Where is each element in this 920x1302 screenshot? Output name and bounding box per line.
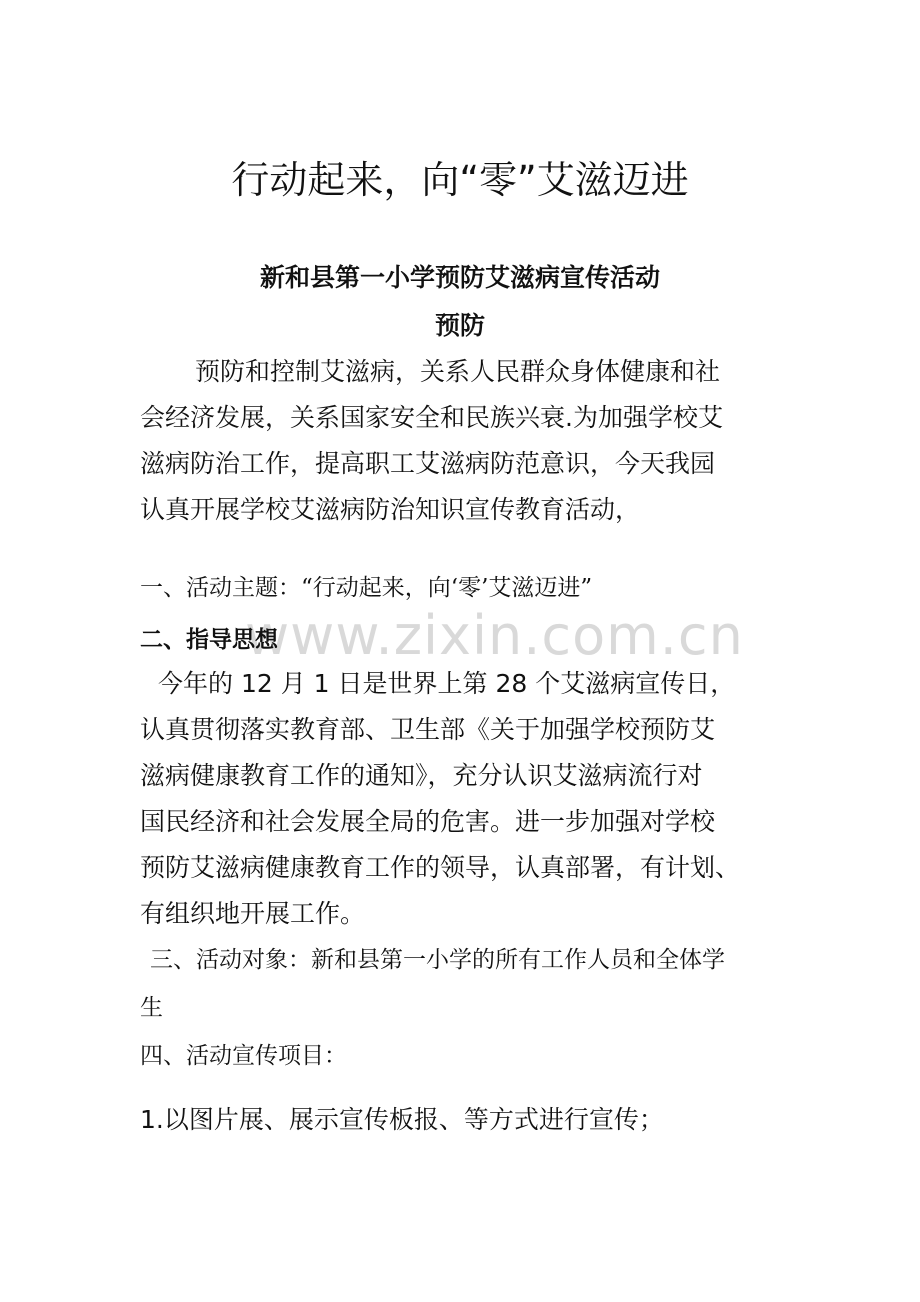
section-2-paragraph-line: 滋病健康教育工作的通知》，充分认识艾滋病流行对 [140, 761, 703, 790]
intro-paragraph-line: 滋病防治工作，提高职工艾滋病防范意识，今天我园 [140, 449, 716, 478]
section-2-paragraph-line: 今年的 12 月 1 日是世界上第 28 个艾滋病宣传日， [158, 669, 736, 698]
section-2-paragraph-line: 有组织地开展工作。 [140, 899, 366, 928]
section-4-item-1: 1.以图片展、展示宣传板报、等方式进行宣传； [140, 1105, 664, 1134]
document-title: 行动起来，向“零”艾滋迈进 [231, 158, 689, 202]
document-subtitle-line-2: 预防 [434, 311, 485, 340]
section-2-paragraph-line: 认真贯彻落实教育部、卫生部《关于加强学校预防艾 [140, 715, 716, 744]
intro-paragraph-line: 认真开展学校艾滋病防治知识宣传教育活动， [140, 495, 641, 524]
section-2-heading: 二、指导思想 [140, 627, 278, 653]
intro-paragraph-line: 会经济发展，关系国家安全和民族兴衰.为加强学校艾 [140, 403, 723, 432]
section-2-paragraph-line: 国民经济和社会发展全局的危害。进一步加强对学校 [140, 807, 716, 836]
section-3-line: 生 [140, 995, 163, 1021]
section-2-paragraph-line: 预防艾滋病健康教育工作的领导，认真部署，有计划、 [140, 853, 741, 882]
section-3-line: 三、活动对象：新和县第一小学的所有工作人员和全体学 [150, 947, 725, 973]
intro-paragraph-line: 预防和控制艾滋病，关系人民群众身体健康和社 [195, 357, 721, 386]
section-4-heading: 四、活动宣传项目： [140, 1043, 347, 1069]
section-1-theme: 一、活动主题：“行动起来，向‘零’艾滋迈进” [140, 575, 593, 601]
document-subtitle: 新和县第一小学预防艾滋病宣传活动 [259, 263, 660, 292]
watermark: www.zixin.com.cn [245, 604, 744, 667]
